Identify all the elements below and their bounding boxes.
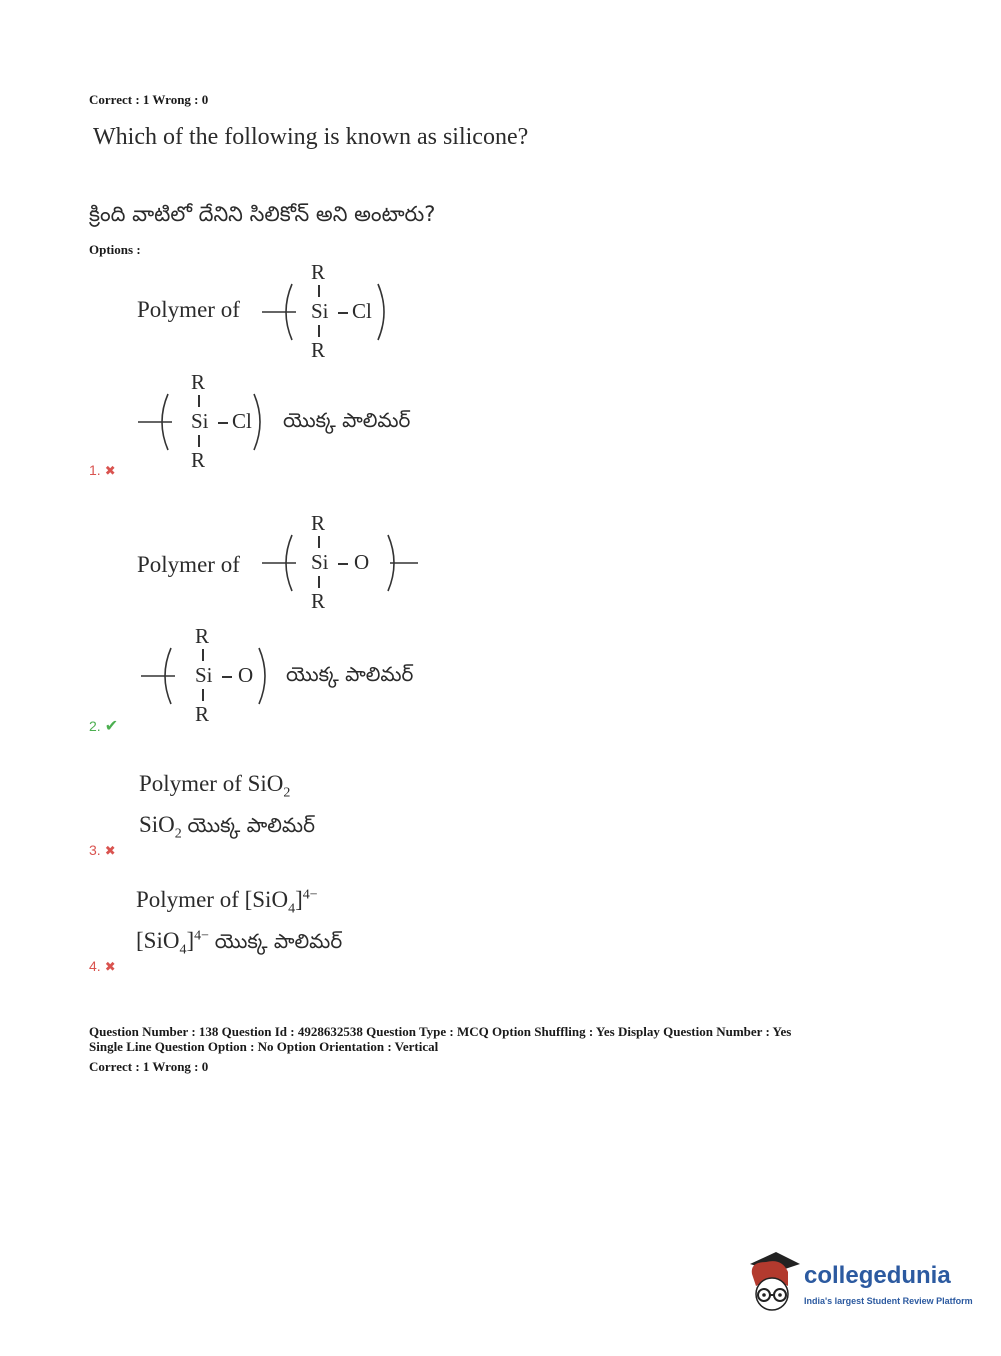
formula-center-atom: Si — [311, 299, 329, 323]
option-4-telugu-formula: [SiO — [136, 928, 180, 953]
polymer-bracket-icon — [262, 262, 402, 362]
option-4-english-label — [136, 887, 318, 918]
option-2-number — [89, 716, 118, 736]
question-meta-line-2: Single Line Question Option : No Option Orientation : Vertical — [89, 1039, 439, 1054]
option-2-english-formula — [262, 513, 422, 613]
bond-right — [338, 312, 348, 314]
option-3-english-label — [139, 771, 290, 802]
option-1-number — [89, 462, 116, 479]
logo-name: collegedunia — [804, 1262, 951, 1289]
wrong-mark-icon: ✖ — [104, 959, 116, 974]
question-meta-score: Correct : 1 Wrong : 0 — [89, 1059, 209, 1074]
bracket-close: ] — [295, 887, 303, 912]
option-1-telugu-formula — [138, 372, 278, 472]
formula-top-group: R — [311, 260, 326, 284]
option-2-english-label: Polymer of — [137, 552, 240, 577]
bond-bottom — [318, 576, 320, 588]
subscript: 4 — [179, 942, 187, 958]
bond-right — [218, 422, 228, 424]
check-mark-icon: ✔ — [104, 718, 119, 735]
student-mascot-icon — [742, 1250, 802, 1320]
option-4-english-text: Polymer of [SiO — [136, 887, 289, 912]
subscript: 2 — [283, 785, 291, 801]
option-3-telugu-label — [139, 812, 315, 843]
bond-bottom — [198, 435, 200, 447]
formula-top-group: R — [191, 370, 206, 394]
formula-bottom-group: R — [311, 338, 326, 362]
formula-right-atom: O — [238, 663, 254, 687]
bracket-close: ] — [186, 928, 195, 953]
formula-bottom-group: R — [311, 589, 326, 613]
subscript: 2 — [174, 826, 182, 842]
formula-center-atom: Si — [311, 550, 329, 574]
formula-right-atom: Cl — [352, 299, 372, 323]
formula-bottom-group: R — [195, 702, 210, 726]
option-4-number — [89, 958, 116, 975]
collegedunia-logo — [742, 1250, 972, 1320]
formula-bottom-group: R — [191, 448, 206, 472]
question-text-telugu: క్రింది వాటిలో దేనిని సిలికోన్ అని అంటారు? — [89, 202, 436, 226]
option-3-telugu-text: యొక్క పాలిమర్ — [187, 813, 315, 837]
bond-top — [318, 285, 320, 297]
option-4-telugu-label — [136, 928, 342, 959]
bond-top — [198, 395, 200, 407]
question-text-english: Which of the following is known as silicone? — [93, 124, 529, 150]
bond-right — [338, 563, 348, 565]
option-3-number — [89, 842, 116, 859]
superscript: 4− — [194, 928, 210, 944]
formula-right-atom: Cl — [232, 409, 252, 433]
formula-top-group: R — [311, 511, 326, 535]
formula-center-atom: Si — [191, 409, 209, 433]
option-3-english-text: Polymer of SiO — [139, 771, 284, 796]
bond-right — [222, 676, 232, 678]
option-1-telugu-label: యొక్క పాలిమర్ — [283, 408, 411, 432]
option-4-telugu-text: యొక్క పాలిమర్ — [214, 929, 343, 953]
bond-top — [318, 536, 320, 548]
question-meta-line-1: Question Number : 138 Question Id : 4928632538 Question Type : MCQ Option Shuffling : Yes Display Question Number : Yes — [89, 1024, 792, 1039]
formula-top-group: R — [195, 624, 210, 648]
formula-center-atom: Si — [195, 663, 213, 687]
superscript: 4− — [302, 887, 318, 903]
option-number-text: 1. — [89, 462, 101, 478]
subscript: 4 — [288, 901, 296, 917]
option-number-text: 2. — [89, 718, 101, 734]
option-number-text: 4. — [89, 958, 101, 974]
option-3-telugu-formula: SiO — [139, 812, 175, 837]
options-label: Options : — [89, 242, 141, 257]
bond-top — [202, 649, 204, 661]
wrong-mark-icon: ✖ — [104, 463, 116, 478]
option-2-telugu-formula — [141, 626, 281, 726]
option-1-english-formula — [262, 262, 402, 362]
option-1-english-label: Polymer of — [137, 297, 240, 322]
bond-bottom — [202, 689, 204, 701]
wrong-mark-icon: ✖ — [104, 843, 116, 858]
option-2-telugu-label: యొక్క పాలిమర్ — [286, 662, 414, 686]
logo-tagline: India's largest Student Review Platform — [804, 1296, 973, 1306]
score-summary: Correct : 1 Wrong : 0 — [89, 92, 209, 107]
formula-right-atom: O — [354, 550, 370, 574]
bond-bottom — [318, 325, 320, 337]
option-number-text: 3. — [89, 842, 101, 858]
